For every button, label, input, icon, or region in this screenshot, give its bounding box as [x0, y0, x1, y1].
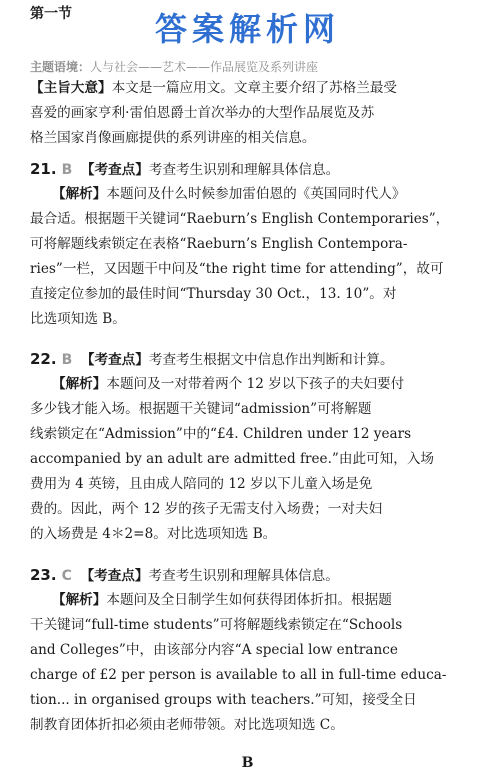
section-label: 第一节: [30, 6, 72, 22]
site-watermark: 答案解析网: [154, 10, 340, 48]
exam-point-tag: 【考查点】: [80, 352, 149, 368]
exam-point-text: 考查考生识别和理解具体信息。: [148, 568, 339, 584]
analysis-line: 最合适。根据题干关键词“Raeburn’s English Contemporaries”，: [30, 211, 450, 227]
analysis-line: 费用为 4 英镑，且由成人陪同的 12 岁以下儿童入场是免: [30, 476, 373, 492]
analysis-tag: 【解析】: [52, 186, 107, 202]
theme-value: 人与社会——艺术——作品展览及系列讲座: [90, 60, 319, 74]
exam-point-tag: 【考查点】: [80, 162, 149, 178]
question-22: [30, 347, 482, 547]
answer-letter: B: [61, 352, 73, 368]
analysis-line: 干关键词“full-time students”可将解题线索锁定在“Schools: [30, 617, 403, 633]
exam-point-text: 考查考生根据文中信息作出判断和计算。: [148, 352, 394, 368]
analysis-line: 制教育团体折扣必须由老师带领。对比选项知选 C。: [30, 717, 344, 733]
analysis-line: accompanied by an adult are admitted free.”由此可知，入场: [30, 451, 435, 467]
question-number: 22.: [30, 350, 57, 368]
analysis-line: 可将解题线索锁定在表格“Raeburn’s English Contempora-: [30, 236, 408, 252]
analysis-line: charge of £2 per person is available to all in full-time educa-: [30, 667, 447, 683]
analysis-line: 本题问及什么时候参加雷伯恩的《英国同时代人》: [106, 186, 406, 202]
analysis-line: 的入场费是 4＊2=8。对比选项知选 B。: [30, 526, 277, 542]
main-idea-tag: 【主旨大意】: [30, 80, 112, 96]
analysis-tag: 【解析】: [52, 376, 107, 392]
analysis-line: 费的。因此，两个 12 岁的孩子无需支付入场费；一对夫妇: [30, 501, 383, 517]
page-footer-letter: B: [241, 755, 254, 771]
main-idea-line: 本文是一篇应用文。文章主要介绍了苏格兰最受: [111, 80, 398, 96]
analysis-line: ries”一栏，又因题干中问及“the right time for attending”，故可: [30, 261, 444, 277]
answer-letter: B: [61, 162, 73, 178]
question-number: 23.: [30, 566, 57, 584]
analysis-line: and Colleges”中，由该部分内容“A special low entrance: [30, 642, 398, 658]
analysis-line: 本题问及全日制学生如何获得团体折扣。根据题: [106, 592, 392, 608]
main-idea-line: 格兰国家肖像画廊提供的系列讲座的相关信息。: [30, 130, 316, 146]
analysis-line: 多少钱才能入场。根据题干关键词“admission”可将解题: [30, 401, 372, 417]
analysis-line: 本题问及一对带着两个 12 岁以下孩子的夫妇要付: [106, 376, 405, 392]
question-21: [30, 157, 482, 332]
question-23: [30, 563, 482, 738]
exam-point-tag: 【考查点】: [80, 568, 149, 584]
question-number: 21.: [30, 160, 57, 178]
theme-context: [30, 58, 318, 75]
analysis-line: tion... in organised groups with teachers.”可知，接受全日: [30, 692, 417, 708]
theme-label: 主题语境：: [30, 60, 91, 74]
main-idea-line: 喜爱的画家亨利·雷伯恩爵士首次举办的大型作品展览及苏: [30, 105, 375, 121]
analysis-line: 线索锁定在“Admission”中的“£4. Children under 12 years: [30, 426, 412, 442]
exam-point-text: 考查考生识别和理解具体信息。: [148, 162, 340, 178]
main-idea-block: [30, 76, 482, 151]
analysis-tag: 【解析】: [52, 592, 107, 608]
analysis-line: 比选项知选 B。: [30, 311, 126, 327]
answer-letter: C: [61, 568, 72, 584]
analysis-line: 直接定位参加的最佳时间“Thursday 30 Oct.，13. 10”。对: [30, 286, 397, 302]
